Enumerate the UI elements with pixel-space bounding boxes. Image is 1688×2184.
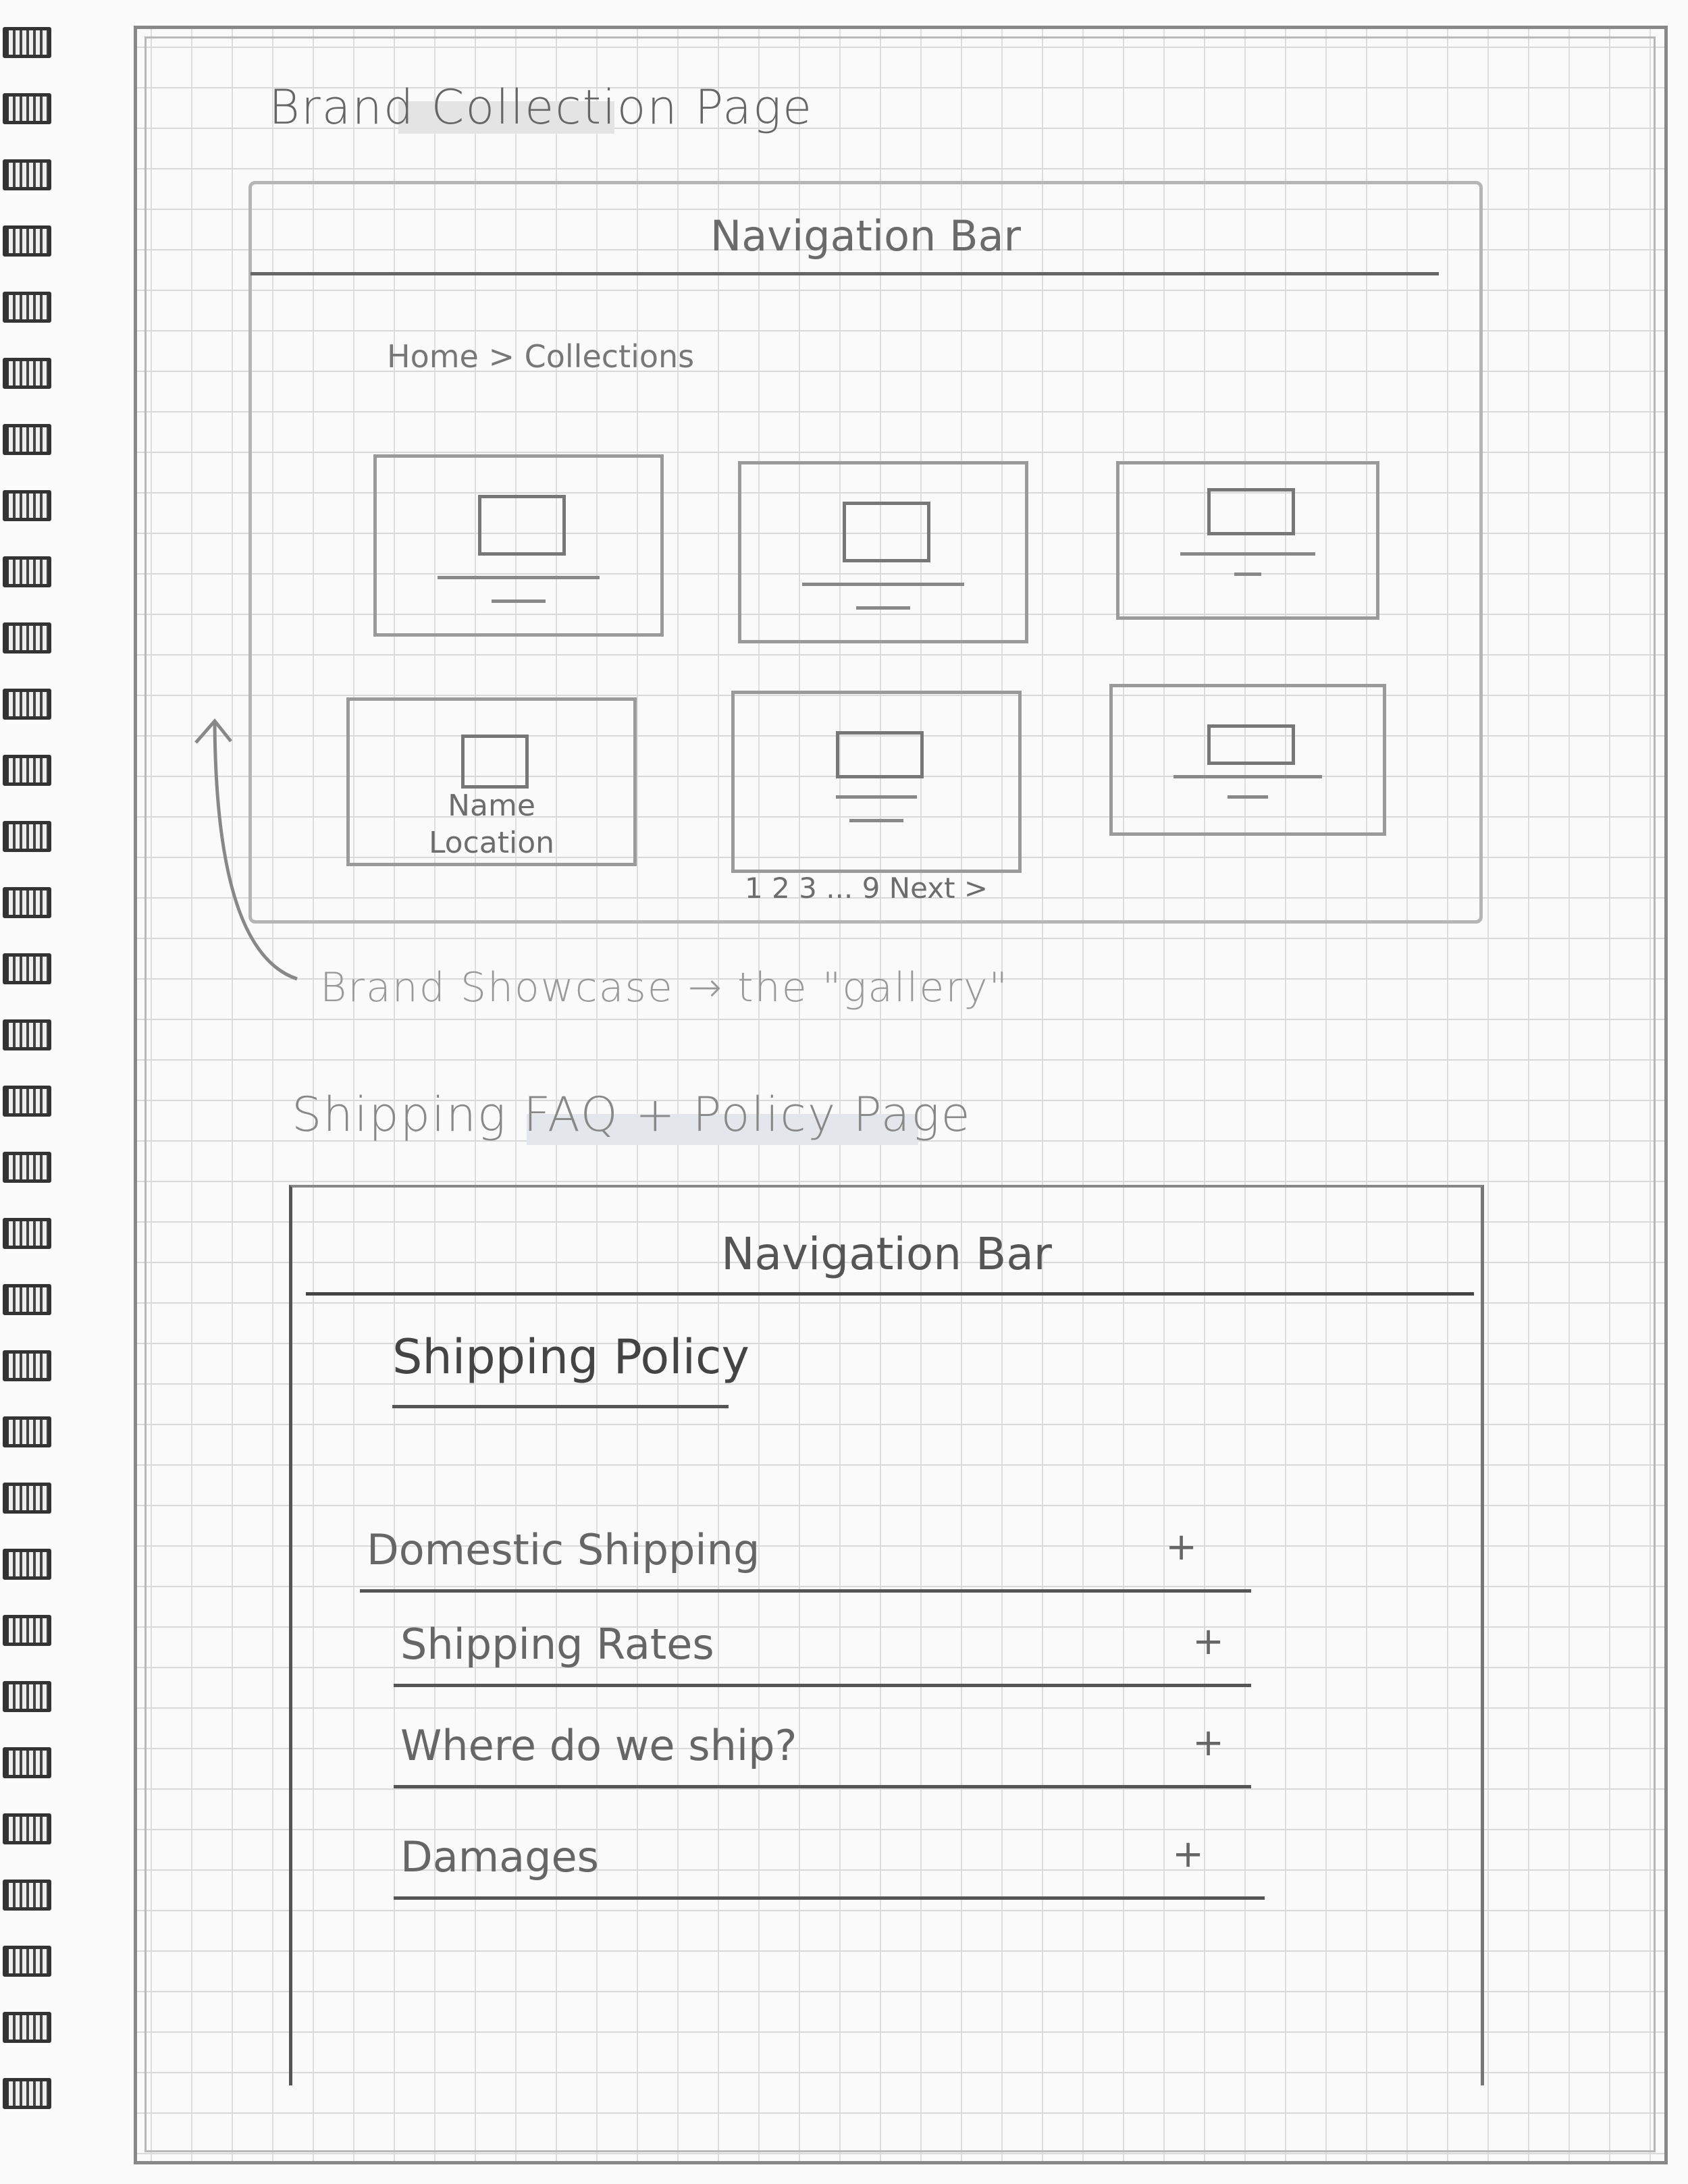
navigation-bar[interactable]: Navigation Bar — [710, 211, 1022, 261]
nav-divider — [306, 1292, 1474, 1296]
image-placeholder-icon — [478, 495, 566, 556]
pagination[interactable]: 1 2 3 ... 9 Next > — [745, 872, 988, 905]
spiral-ring — [3, 2078, 51, 2109]
notebook-spiral — [0, 27, 49, 2160]
collection-card[interactable] — [1116, 461, 1379, 620]
card-title-line — [1180, 552, 1315, 556]
accordion-divider — [394, 1684, 1251, 1687]
spiral-ring — [3, 953, 51, 984]
spiral-ring — [3, 1152, 51, 1183]
card-title-line — [1173, 775, 1322, 778]
spiral-ring — [3, 1416, 51, 1447]
card-title-line — [438, 576, 600, 579]
curved-arrow-icon — [189, 716, 324, 986]
spiral-ring — [3, 1218, 51, 1249]
accordion-item[interactable] — [400, 1701, 1244, 1788]
card-title-line — [836, 795, 917, 799]
spiral-ring — [3, 292, 51, 323]
spiral-ring — [3, 1747, 51, 1778]
spiral-ring — [3, 821, 51, 852]
spiral-ring — [3, 556, 51, 587]
spiral-ring — [3, 1681, 51, 1712]
plus-icon[interactable]: + — [1192, 1620, 1224, 1663]
accordion-item[interactable] — [400, 1599, 1244, 1687]
accordion-label: Damages — [400, 1832, 599, 1882]
accordion-divider — [360, 1589, 1251, 1593]
spiral-ring — [3, 622, 51, 654]
accordion-label: Where do we ship? — [400, 1721, 797, 1770]
card-location: Location — [428, 826, 555, 860]
shipping-policy-wireframe — [289, 1185, 1484, 2085]
card-subtitle-line — [1228, 795, 1268, 799]
accordion-item[interactable] — [400, 1812, 1258, 1900]
spiral-ring — [3, 358, 51, 389]
plus-icon[interactable]: + — [1165, 1525, 1197, 1569]
collection-card[interactable] — [1109, 684, 1386, 836]
spiral-ring — [3, 1813, 51, 1844]
image-placeholder-icon — [1207, 724, 1295, 765]
card-subtitle-line — [492, 600, 546, 603]
spiral-ring — [3, 1284, 51, 1315]
spiral-ring — [3, 689, 51, 720]
collection-card[interactable] — [373, 454, 664, 637]
section-title: Shipping Policy — [392, 1329, 749, 1385]
annotation-note: Brand Showcase → the "gallery" — [320, 964, 1009, 1011]
spiral-ring — [3, 27, 51, 58]
spiral-ring — [3, 225, 51, 257]
spiral-ring — [3, 1549, 51, 1580]
collection-card[interactable] — [731, 691, 1022, 873]
spiral-ring — [3, 1880, 51, 1911]
spiral-ring — [3, 424, 51, 455]
accordion-label: Shipping Rates — [400, 1620, 714, 1669]
nav-divider — [250, 272, 1439, 275]
card-subtitle-line — [1234, 572, 1261, 576]
accordion-divider — [394, 1896, 1265, 1900]
navigation-bar[interactable]: Navigation Bar — [721, 1228, 1052, 1280]
image-placeholder-icon — [461, 735, 529, 789]
accordion-label: Domestic Shipping — [367, 1525, 760, 1574]
spiral-ring — [3, 93, 51, 124]
image-placeholder-icon — [836, 731, 924, 778]
spiral-ring — [3, 2012, 51, 2043]
card-subtitle-line — [849, 819, 903, 822]
card-title-line — [802, 583, 964, 586]
spiral-ring — [3, 1019, 51, 1050]
spiral-ring — [3, 755, 51, 786]
spiral-ring — [3, 490, 51, 521]
card-subtitle-line — [856, 606, 910, 610]
spiral-ring — [3, 1350, 51, 1381]
image-placeholder-icon — [1207, 488, 1295, 535]
spiral-ring — [3, 1615, 51, 1646]
spiral-ring — [3, 1086, 51, 1117]
spiral-ring — [3, 1483, 51, 1514]
accordion-item[interactable] — [367, 1505, 1244, 1593]
spiral-ring — [3, 887, 51, 918]
spiral-ring — [3, 159, 51, 190]
brand-collection-wireframe — [248, 181, 1483, 924]
section-underline — [392, 1405, 729, 1408]
collection-card[interactable] — [346, 697, 637, 866]
accordion-divider — [394, 1785, 1251, 1788]
image-placeholder-icon — [843, 502, 930, 562]
page-title-shipping: Shipping FAQ + Policy Page — [292, 1087, 972, 1142]
page-title-brand-collection: Brand Collection Page — [269, 80, 814, 135]
breadcrumb[interactable]: Home > Collections — [387, 338, 695, 375]
plus-icon[interactable]: + — [1192, 1721, 1224, 1765]
card-name: Name — [448, 789, 535, 823]
spiral-ring — [3, 1946, 51, 1977]
plus-icon[interactable]: + — [1172, 1832, 1204, 1876]
collection-card[interactable] — [738, 461, 1028, 643]
